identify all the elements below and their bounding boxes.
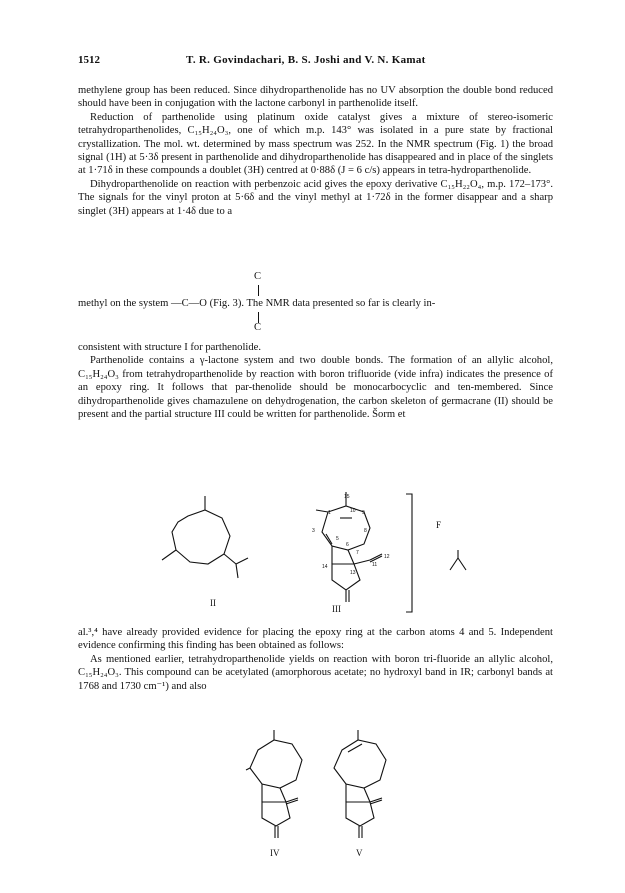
atom-label-13: 13: [350, 570, 356, 576]
structure-V: [334, 730, 386, 838]
text-block-3: [78, 626, 553, 693]
paragraph-1: methylene group has been reduced. Since dihydroparthenolide has no UV absorption the double bond reduced should have been in conjugation with the lactone carbonyl in parthenolide itself.: [78, 85, 553, 110]
structure-label-II: II: [210, 598, 216, 608]
atom-label-7: 7: [356, 550, 359, 556]
structure-bottom-atom: C: [254, 322, 262, 333]
structure-label-III: III: [332, 604, 341, 614]
paragraph-7: As mentioned earlier, tetrahydroparthenolide yields on reaction with boron tri-fluoride an allylic alcohol, C₁₅H₂₄O₃. This compound can be acetylated (amorphorous acetate; no hydroxyl band in IR; carbonyl bands at 1768 and 1730 cm⁻¹) and also: [78, 653, 553, 692]
atom-label-15: 15: [344, 494, 350, 500]
atom-label-12: 12: [384, 554, 390, 560]
structure-II: [162, 496, 248, 578]
paragraph-2: Reduction of parthenolide using platinum oxide catalyst gives a mixture of stereo-isomeric tetrahydroparthenolides, C₁₅H₂₄O₃, one of which m.p. 143° was isolated in a pure state by fractional crystallization. The mol. wt. determined by mass spectrum was 252. In the NMR spectrum (Fig. 1) the broad signal (1H) at 5·3δ present in parthenolide and dihydroparthenolide has disappeared and in place of the singlets at 1·71δ in these compounds a doublet (3H) centred at 0·88δ (J = 6 c/s) appears in tetra-hydroparthenolide.: [78, 111, 553, 177]
structure-IV: [246, 730, 302, 838]
bracket-label: F: [436, 520, 442, 530]
atom-label-3: 3: [312, 528, 315, 534]
structure-label-V: V: [356, 848, 363, 858]
page-number: 1512: [78, 54, 100, 66]
atom-label-14: 14: [322, 564, 328, 570]
structure-middle: —C—O: [171, 298, 207, 309]
atom-label-9: 9: [362, 510, 365, 516]
atom-label-1: 1: [328, 510, 331, 516]
structure-line: [78, 298, 435, 309]
paragraph-6: al.³,⁴ have already provided evidence for placing the epoxy ring at the carbon atoms 4 and 5. Independent evidence confirming this finding has been obtained as follows:: [78, 627, 553, 652]
structure-after-text: (Fig. 3). The NMR data presented so far is clearly in-: [209, 298, 436, 309]
figure-structures-IV-V: [240, 730, 410, 870]
structure-label-IV: IV: [270, 848, 280, 858]
atom-label-10: 10: [350, 508, 356, 514]
structure-bond-top: [258, 285, 259, 296]
structure-III: [316, 492, 382, 602]
figure-structures-II-III: [150, 488, 530, 618]
atom-label-6: 6: [346, 542, 349, 548]
atom-label-11: 11: [372, 562, 378, 568]
atom-label-8: 8: [364, 528, 367, 534]
page-header: [78, 54, 553, 72]
atom-label-5: 5: [336, 536, 339, 542]
structure-before-text: methyl on the system: [78, 298, 169, 309]
text-block-2: [78, 341, 553, 421]
paragraph-3: Dihydroparthenolide on reaction with perbenzoic acid gives the epoxy derivative C₁₅H₂₂O₄, m.p. 172–173°. The signals for the vinyl proton at 5·6δ and the vinyl methyl at 1·72δ in the former disappear and a sharp singlet (3H) appears at 1·4δ due to a: [78, 178, 553, 217]
paragraph-5: Parthenolide contains a γ-lactone system and two double bonds. The formation of an allylic alcohol, C₁₅H₂₄O₃ from tetrahydroparthenolide by reaction with boron trifluoride (vide infra) indicates the presence of an epoxy ring. It follows that par-thenolide should be monocarbocyclic and ten-membered. Since dihydroparthenolide gives chamazulene on dehydrogenation, the carbon skeleton of germacrane (II) should be present and the partial structure III could be written for parthenolide. Šorm et: [78, 355, 553, 421]
paragraph-4: consistent with structure I for parthenolide.: [78, 342, 261, 353]
running-title-authors: T. R. Govindachari, B. S. Joshi and V. N. Kamat: [186, 54, 426, 66]
structure-top-atom: C: [254, 271, 262, 282]
text-block-1: [78, 84, 553, 218]
